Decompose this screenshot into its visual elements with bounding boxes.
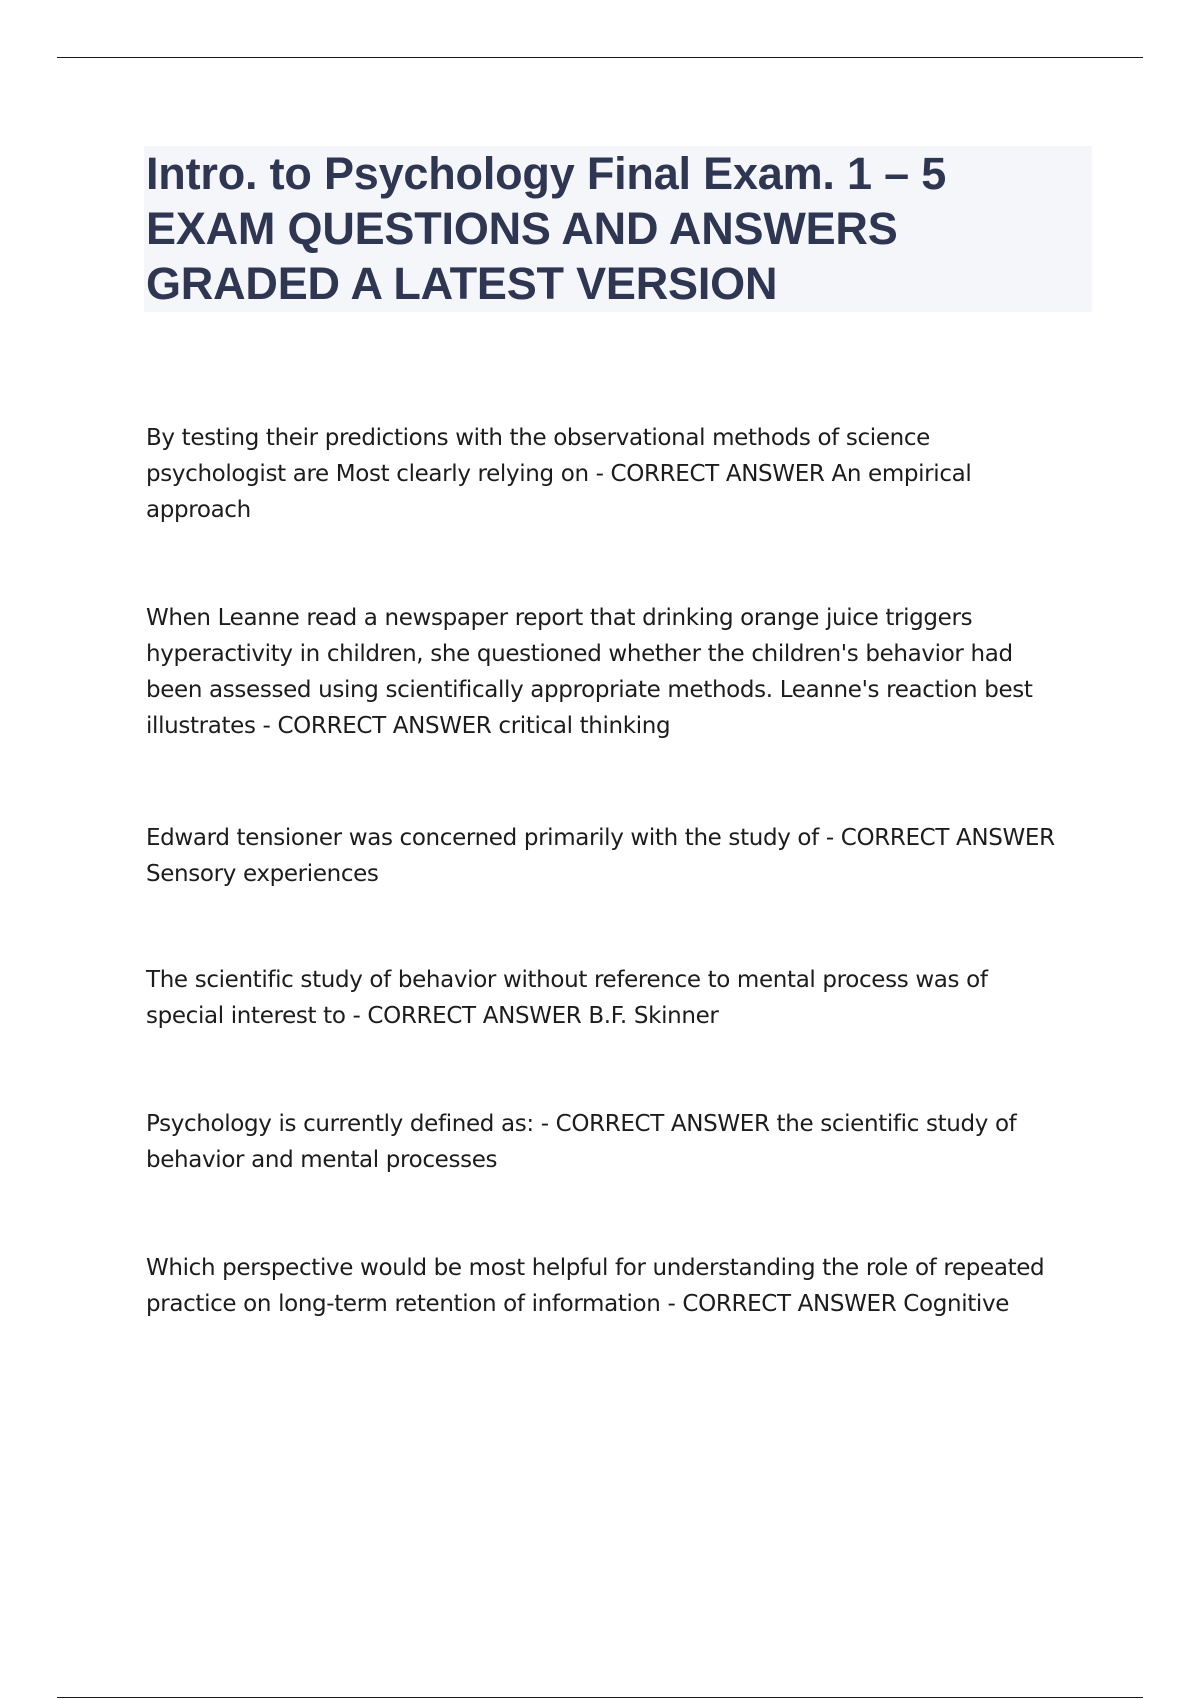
qa-line: The scientific study of behavior without reference to mental process was of [146,967,988,993]
qa-line: practice on long-term retention of information - CORRECT ANSWER Cognitive [146,1291,1010,1317]
bottom-rule [57,1697,1143,1698]
qa-item-5 [146,1106,1106,1178]
title-line-1: Intro. to Psychology Final Exam. 1 – 5 [146,148,947,199]
qa-line: approach [146,497,251,523]
qa-line: Edward tensioner was concerned primarily with the study of - CORRECT ANSWER [146,825,1055,851]
qa-item-3 [146,820,1106,892]
qa-item-4 [146,962,1106,1034]
qa-line: special interest to - CORRECT ANSWER B.F. Skinner [146,1003,719,1029]
qa-line: behavior and mental processes [146,1147,498,1173]
title-line-3: GRADED A LATEST VERSION [146,258,778,309]
page-title [144,146,1092,312]
top-rule [57,57,1143,58]
qa-item-2 [146,600,1106,744]
qa-line: Which perspective would be most helpful for understanding the role of repeated [146,1255,1045,1281]
qa-item-6 [146,1250,1106,1322]
qa-line: illustrates - CORRECT ANSWER critical thinking [146,713,671,739]
qa-line: psychologist are Most clearly relying on - CORRECT ANSWER An empirical [146,461,972,487]
title-line-2: EXAM QUESTIONS AND ANSWERS [146,203,898,254]
qa-item-1 [146,420,1106,528]
qa-line: Psychology is currently defined as: - CORRECT ANSWER the scientific study of [146,1111,1017,1137]
qa-line: been assessed using scientifically appropriate methods. Leanne's reaction best [146,677,1033,703]
qa-line: By testing their predictions with the observational methods of science [146,425,930,451]
qa-line: hyperactivity in children, she questioned whether the children's behavior had [146,641,1013,667]
qa-line: Sensory experiences [146,861,379,887]
qa-line: When Leanne read a newspaper report that drinking orange juice triggers [146,605,973,631]
